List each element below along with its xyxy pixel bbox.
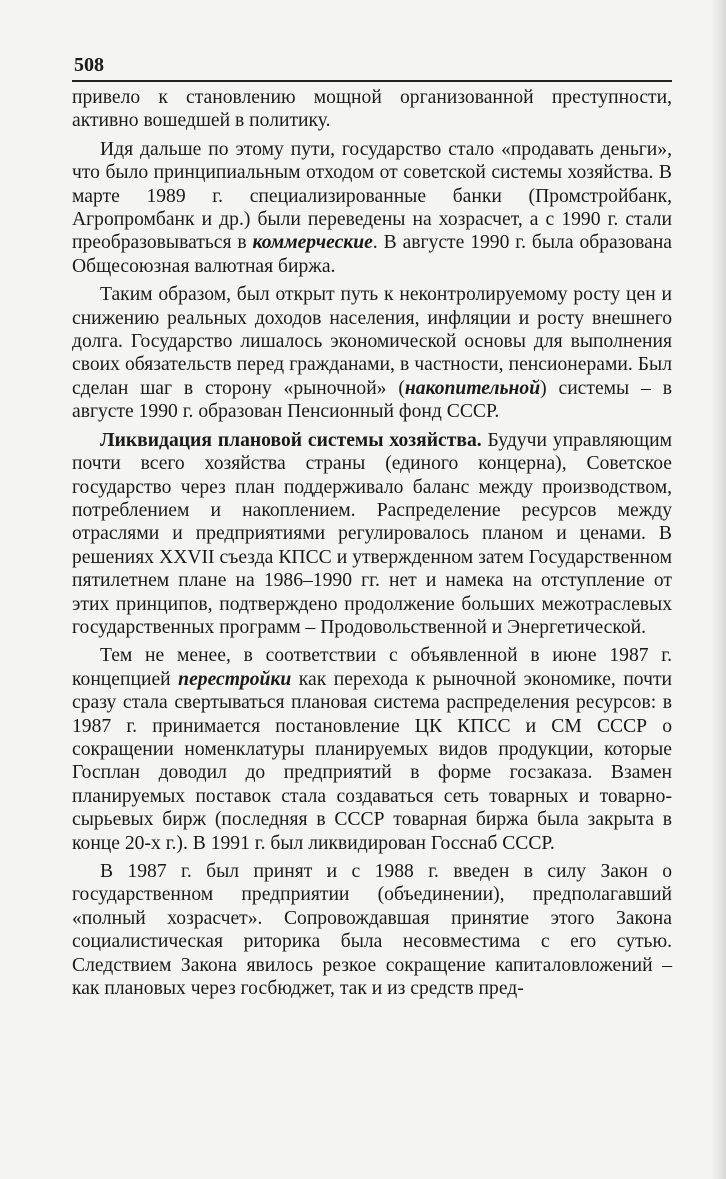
page-edge-shadow xyxy=(712,0,726,1179)
header-rule xyxy=(72,80,672,82)
text-run: Таким образом, был открыт путь к неконтролируемому росту цен и снижению реальных доходов населения, инфляции и росту внешнего долга. Государство лишалось экономической основы для выполнения своих обязательств перед гражданами, в частности, пенсионерами. Был сделан шаг в сторону «рыночной» ( xyxy=(72,284,672,399)
body-text xyxy=(72,86,672,1000)
emphasis-term: коммерческие xyxy=(252,232,373,254)
text-run: Будучи управляющим почти всего хозяйства страны (единого концерна), Советское государство через план поддерживало баланс между производством, потреблением и накоплением. Распределение ресурсов между отраслями и предприятиями регулировалось планом и ценами. В решениях XXVII съезда КПСС и утвержденном затем Государственном пятилетнем плане на 1986–1990 гг. нет и намека на отступление от этих принципов, подтверждено продолжение больших межотраслевых государственных программ – Продовольственной и Энергетической. xyxy=(72,429,672,638)
paragraph xyxy=(72,283,672,423)
paragraph xyxy=(72,644,672,855)
emphasis-term: перестройки xyxy=(178,668,292,690)
text-run: привело к становлению мощной организованной преступности, активно вошедшей в политику. xyxy=(72,87,672,132)
paragraph xyxy=(72,429,672,640)
text-run: как перехода к рыночной экономике, почти сразу стала свертываться плановая система распределения ресурсов: в 1987 г. принимается постановление ЦК КПСС и СМ СССР о сокращении номенклатуры планируемых видов продукции, которые Госплан доводил до предприятий в форме госзаказа. Взамен планируемых поставок стала создаваться сеть товарных и товарно-сырьевых бирж (последняя в СССР товарная биржа была закрыта в конце 20-х г.). В 1991 г. был ликвидирован Госснаб СССР. xyxy=(72,668,672,854)
paragraph xyxy=(72,860,672,1000)
text-run: . В августе 1990 г. была образована Общесоюзная валютная биржа. xyxy=(72,232,673,277)
text-run: Тем не менее, в соответствии с объявленной в июне 1987 г. концепцией xyxy=(72,645,672,690)
paragraph xyxy=(72,86,672,133)
book-page xyxy=(72,52,672,1005)
section-heading: Ликвидация плановой системы хозяйства. xyxy=(100,429,482,451)
page-number: 508 xyxy=(74,54,104,76)
text-run: ) системы – в августе 1990 г. образован Пенсионный фонд СССР. xyxy=(72,377,672,423)
text-run: В 1987 г. был принят и с 1988 г. введен в силу Закон о государственном предприятии (объединении), предполагавший «полный хозрасчет». Сопровождавшая принятие этого Закона социалистическая риторика была несовместима с его сутью. Следствием Закона явилось резкое сокращение капиталовложений – как плановых через госбюджет, так и из средств пред- xyxy=(72,861,672,1000)
paragraph xyxy=(72,138,672,278)
text-run: Идя дальше по этому пути, государство стало «продавать деньги», что было принципиальным отходом от советской системы хозяйства. В марте 1989 г. специализированные банки (Промстройбанк, Агропромбанк и др.) были переведены на хозрасчет, а с 1990 г. стали преобразовываться в xyxy=(72,138,672,254)
emphasis-term: накопительной xyxy=(404,377,541,399)
